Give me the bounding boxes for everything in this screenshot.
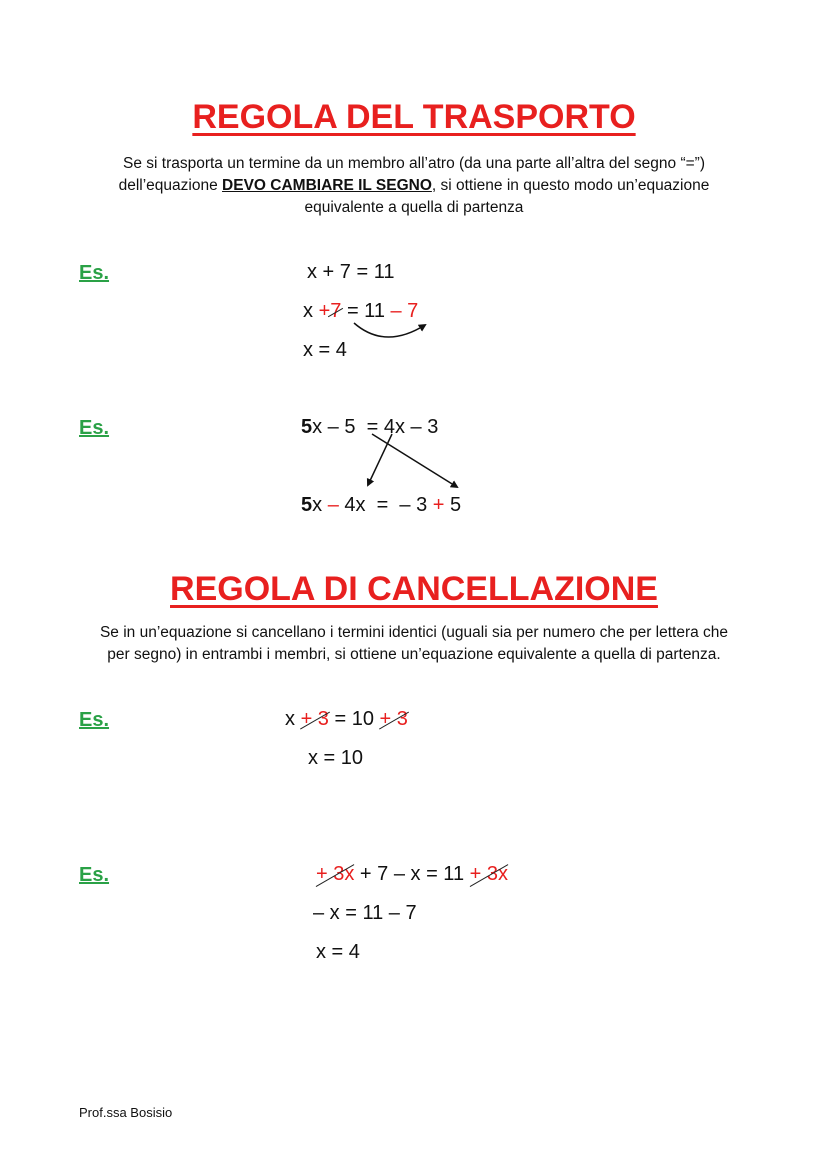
equation-line: 5x – 5 = 4x – 3 bbox=[301, 416, 439, 438]
transport-arrow bbox=[354, 323, 425, 337]
transport-arrow bbox=[368, 434, 392, 485]
transport-arrow bbox=[372, 434, 457, 487]
section1-text-line2: dell’equazione DEVO CAMBIARE IL SEGNO, si ottiene in questo modo un’equazione bbox=[118, 177, 710, 194]
equation-line: x = 10 bbox=[308, 747, 364, 769]
equation-line: – x = 11 – 7 bbox=[313, 902, 417, 924]
cancelled-term: + 3x bbox=[316, 863, 355, 885]
cancelled-term: + 3 bbox=[300, 708, 329, 730]
example-label: Es. bbox=[79, 864, 110, 886]
equation-line: 5x – 4x = – 3 + 5 bbox=[301, 494, 462, 516]
equation-line: x +7 = 11 – 7 bbox=[303, 300, 419, 322]
equation-line: x + 3 = 10 + 3 bbox=[285, 708, 408, 730]
section1-text-line3: equivalente a quella di partenza bbox=[304, 199, 524, 216]
section1-title: REGOLA DEL TRASPORTO bbox=[192, 98, 636, 136]
equation-line: x + 7 = 11 bbox=[307, 261, 395, 283]
footer-author: Prof.ssa Bosisio bbox=[79, 1105, 173, 1120]
section2-text-line1: Se in un’equazione si cancellano i termini identici (uguali sia per numero che per lettera che bbox=[99, 624, 729, 641]
cancelled-term: + 3x bbox=[469, 863, 508, 885]
cancelled-term: + 3 bbox=[379, 708, 408, 730]
cancelled-term: 7 bbox=[330, 300, 342, 322]
section2-title: REGOLA DI CANCELLAZIONE bbox=[170, 570, 658, 608]
example-label: Es. bbox=[79, 417, 110, 439]
equation-line: + 3x + 7 – x = 11 + 3x bbox=[316, 863, 508, 885]
section1-text-line1: Se si trasporta un termine da un membro all’atro (da una parte all’altra del segno “=”) bbox=[123, 155, 705, 172]
example-label: Es. bbox=[79, 709, 110, 731]
section2-text-line2: per segno) in entrambi i membri, si ottiene un’equazione equivalente a quella di partenza. bbox=[107, 646, 721, 663]
equation-line: x = 4 bbox=[316, 941, 360, 963]
example-label: Es. bbox=[79, 262, 110, 284]
emphasis-change-sign: DEVO CAMBIARE IL SEGNO bbox=[222, 177, 432, 194]
equation-line: x = 4 bbox=[303, 339, 347, 361]
